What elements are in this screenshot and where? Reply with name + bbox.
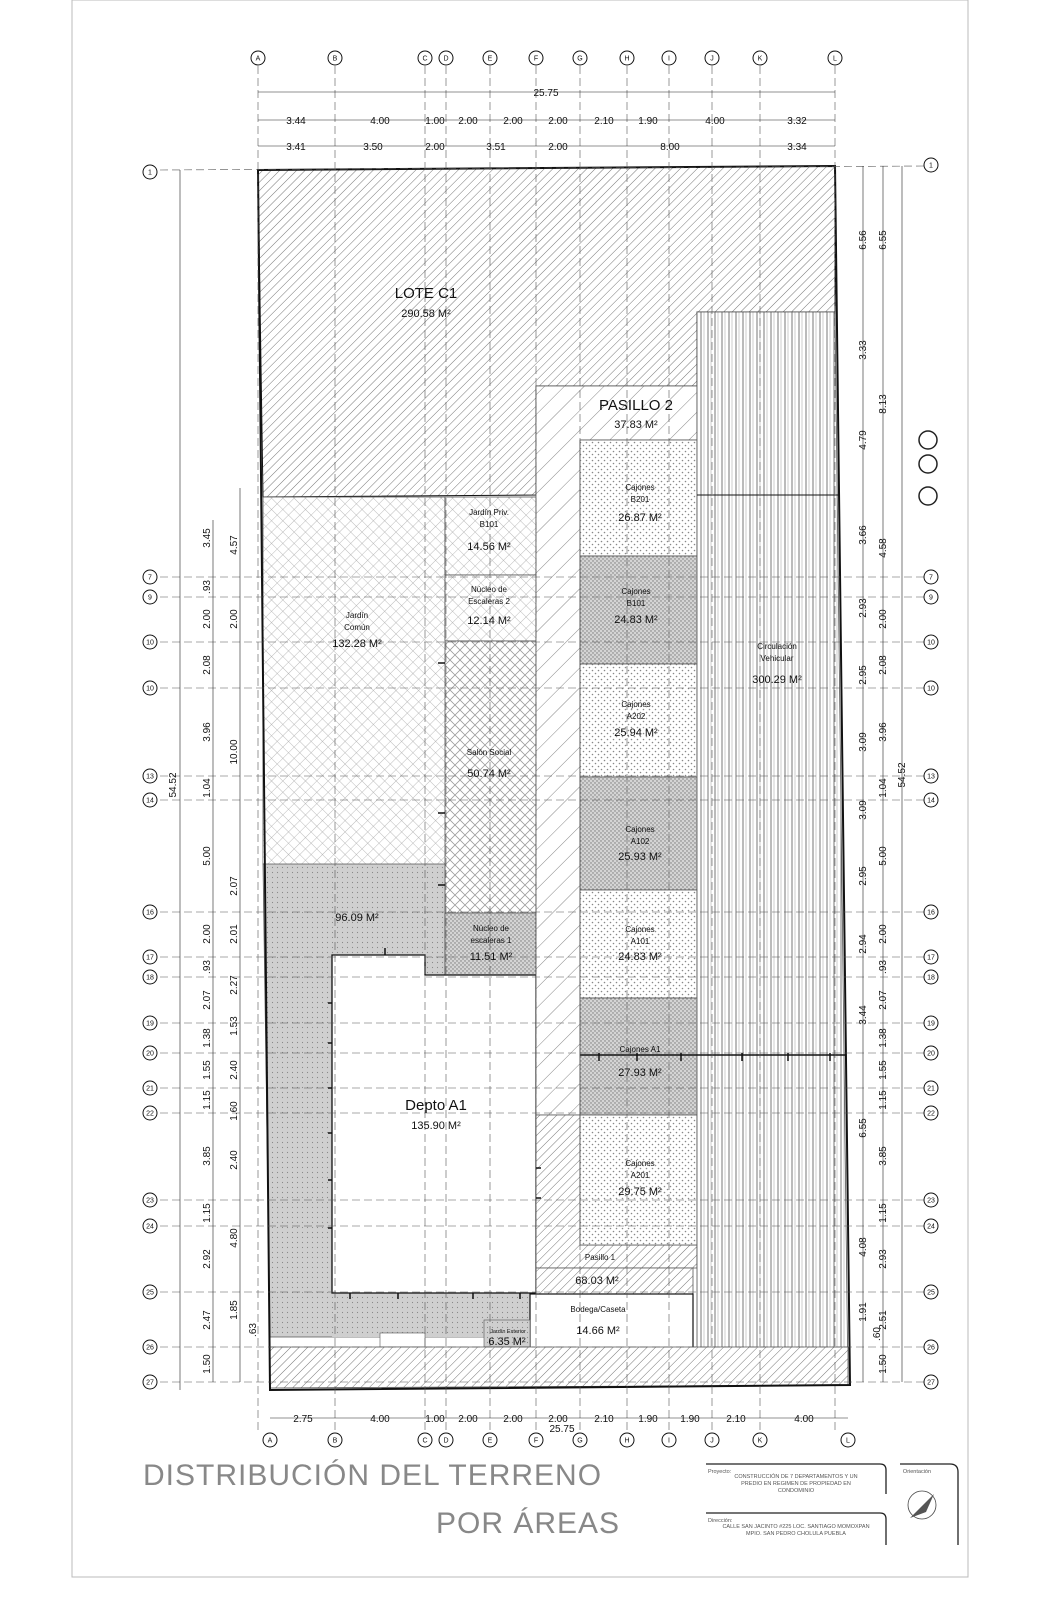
grid-bubble-right-10b bbox=[924, 681, 938, 695]
svg-text:27: 27 bbox=[146, 1379, 154, 1387]
dim-ra-9: 2.94 bbox=[858, 934, 869, 954]
svg-text:J: J bbox=[710, 1437, 714, 1445]
grid-bubble-left-24 bbox=[143, 1219, 157, 1233]
dim-top-total: 25.75 bbox=[533, 88, 559, 99]
orientacion-label: Orientación bbox=[902, 1469, 932, 1475]
label-cajones-a1: Cajones A1 bbox=[619, 1045, 661, 1054]
grid-bubble-top-a bbox=[251, 51, 265, 65]
dim-ra-1: 3.33 bbox=[858, 340, 869, 360]
svg-text:16: 16 bbox=[146, 909, 154, 917]
label-jardin-comun-1: Jardín bbox=[345, 611, 369, 620]
grid-bubble-left-19 bbox=[143, 1016, 157, 1030]
grid-bubble-left-14 bbox=[143, 793, 157, 807]
svg-text:24: 24 bbox=[146, 1223, 154, 1231]
grid-bubble-right-20 bbox=[924, 1046, 938, 1060]
bottom-dimensions bbox=[293, 1414, 814, 1435]
grid-bubble-right-9 bbox=[924, 590, 938, 604]
dim-right-total: 54.52 bbox=[897, 762, 908, 788]
svg-text:10: 10 bbox=[146, 685, 154, 693]
area-pasillo-2-value: 37.83 M² bbox=[614, 419, 658, 431]
label-lote-c1: LOTE C1 bbox=[394, 285, 458, 302]
grid-bubble-right-16 bbox=[924, 905, 938, 919]
grid-bubble-bot-d bbox=[439, 1433, 453, 1447]
svg-text:21: 21 bbox=[146, 1085, 154, 1093]
svg-text:E: E bbox=[487, 1437, 493, 1445]
svg-text:16: 16 bbox=[927, 909, 935, 917]
dim-lb-2: 10.00 bbox=[229, 739, 240, 765]
dim-rb-15: 1.15 bbox=[878, 1203, 889, 1223]
grid-bubble-left-7 bbox=[143, 570, 157, 584]
label-jardin-comun-2: Común bbox=[344, 623, 370, 632]
grid-bubble-bot-g bbox=[573, 1433, 587, 1447]
label-cajones-a201-2: A201 bbox=[630, 1171, 650, 1180]
label-cajones-a202-1: Cajones bbox=[621, 700, 651, 709]
dim-top1-4: 2.00 bbox=[503, 116, 523, 127]
dim-top2-4: 2.00 bbox=[548, 142, 568, 153]
area-jardin-comun-value: 132.28 M² bbox=[332, 638, 382, 650]
svg-text:G: G bbox=[577, 55, 583, 63]
dim-bot-6: 2.10 bbox=[594, 1414, 614, 1425]
svg-text:A: A bbox=[255, 55, 261, 63]
grid-bubbles-bottom bbox=[263, 1433, 855, 1447]
dim-ra-5: 2.95 bbox=[858, 665, 869, 685]
svg-text:F: F bbox=[533, 1437, 539, 1445]
grid-bubble-right-14 bbox=[924, 793, 938, 807]
drawing-title-line-2: POR ÁREAS bbox=[436, 1507, 621, 1540]
grid-bubble-right-17 bbox=[924, 950, 938, 964]
dim-bot-total: 25.75 bbox=[549, 1424, 575, 1435]
dim-lb-4: 2.01 bbox=[229, 924, 240, 944]
grid-bubble-top-g bbox=[573, 51, 587, 65]
dim-bot-1: 4.00 bbox=[370, 1414, 390, 1425]
grid-bubble-left-10a bbox=[143, 635, 157, 649]
dim-rb-18: 1.50 bbox=[878, 1354, 889, 1374]
grid-bubble-top-f bbox=[529, 51, 543, 65]
dim-rb-13: 1.15 bbox=[878, 1090, 889, 1110]
svg-text:D: D bbox=[443, 1437, 449, 1445]
area-cajones-a201[interactable] bbox=[580, 1115, 697, 1245]
dim-top2-3: 3.51 bbox=[486, 142, 506, 153]
svg-text:J: J bbox=[710, 55, 714, 63]
label-depto-a1: Depto A1 bbox=[405, 1097, 467, 1114]
svg-text:10: 10 bbox=[146, 639, 154, 647]
svg-text:E: E bbox=[487, 55, 493, 63]
dim-la-16: 2.47 bbox=[202, 1310, 213, 1330]
proyecto-text-1: CONSTRUCCIÓN DE 7 DEPARTAMENTOS Y UN bbox=[734, 1474, 858, 1480]
grid-bubble-top-c bbox=[418, 51, 432, 65]
dim-la-0: 3.45 bbox=[202, 528, 213, 548]
dim-rb-3: 2.00 bbox=[878, 609, 889, 629]
grid-bubble-top-h bbox=[620, 51, 634, 65]
title-block bbox=[706, 1464, 958, 1545]
dim-rb-4: 2.08 bbox=[878, 655, 889, 675]
dim-rb-17: 2.51 bbox=[878, 1310, 889, 1330]
dim-rb-2: 4.58 bbox=[878, 538, 889, 558]
dim-rb-0: 6.55 bbox=[878, 230, 889, 250]
label-cajones-b201-2: B201 bbox=[630, 495, 650, 504]
dim-rb-7: 5.00 bbox=[878, 846, 889, 866]
direccion-text-2: MPIO. SAN PEDRO CHOLULA PUEBLA bbox=[746, 1531, 846, 1537]
grid-bubble-bot-i bbox=[662, 1433, 676, 1447]
label-nucleo-2-1: Núcleo de bbox=[470, 585, 508, 594]
svg-text:19: 19 bbox=[146, 1020, 154, 1028]
svg-text:C: C bbox=[422, 1437, 428, 1445]
dim-rb-6: 1.04 bbox=[878, 778, 889, 798]
svg-text:I: I bbox=[668, 1437, 670, 1445]
dim-top1-3: 2.00 bbox=[458, 116, 478, 127]
dim-ra-14: .60 bbox=[872, 1327, 883, 1341]
dim-ra-13: 1.91 bbox=[858, 1302, 869, 1322]
dim-la-8: .93 bbox=[202, 960, 213, 974]
label-jardin-priv-b101-2: B101 bbox=[479, 520, 499, 529]
label-circulacion-2: Vehicular bbox=[760, 654, 794, 663]
svg-text:9: 9 bbox=[148, 594, 152, 602]
grid-bubble-bot-f bbox=[529, 1433, 543, 1447]
svg-text:1: 1 bbox=[148, 169, 152, 177]
grid-bubble-left-10b bbox=[143, 681, 157, 695]
area-cajones-b201-value: 26.87 M² bbox=[618, 512, 662, 524]
grid-bubble-right-13 bbox=[924, 769, 938, 783]
proyecto-text-3: CONDOMINIO bbox=[777, 1488, 815, 1494]
area-circulacion-value: 300.29 M² bbox=[752, 674, 802, 686]
grid-bubble-right-19 bbox=[924, 1016, 938, 1030]
svg-text:26: 26 bbox=[927, 1344, 935, 1352]
label-cajones-a201-1: Cajones bbox=[625, 1159, 655, 1168]
dim-top2-5: 8.00 bbox=[660, 142, 680, 153]
dim-rb-12: 1.55 bbox=[878, 1060, 889, 1080]
svg-text:G: G bbox=[577, 1437, 583, 1445]
area-depto-a1-value: 135.90 M² bbox=[411, 1120, 461, 1132]
svg-text:H: H bbox=[624, 1437, 630, 1445]
svg-text:C: C bbox=[422, 55, 428, 63]
grid-bubble-bot-c bbox=[418, 1433, 432, 1447]
dim-la-17: 1.50 bbox=[202, 1354, 213, 1374]
grid-bubble-left-1 bbox=[143, 165, 157, 179]
dim-la-12: 1.15 bbox=[202, 1090, 213, 1110]
svg-text:L: L bbox=[833, 55, 837, 63]
dim-top1-7: 1.90 bbox=[638, 116, 658, 127]
label-nucleo-1-1: Núcleo de bbox=[472, 924, 510, 933]
dim-ra-6: 3.09 bbox=[858, 732, 869, 752]
dim-bot-7: 1.90 bbox=[638, 1414, 658, 1425]
label-cajones-a102-1: Cajones bbox=[625, 825, 655, 834]
area-cajones-a1-value: 27.93 M² bbox=[618, 1067, 662, 1079]
dim-rb-11: 1.38 bbox=[878, 1028, 889, 1048]
area-cajones-b101[interactable] bbox=[580, 556, 697, 664]
dim-rb-9: .93 bbox=[878, 960, 889, 974]
label-bodega: Bodega/Caseta bbox=[570, 1305, 626, 1314]
area-pasillo-1-value: 68.03 M² bbox=[575, 1275, 619, 1287]
area-circulacion-vehicular[interactable] bbox=[697, 312, 848, 1385]
dim-lb-3: 2.07 bbox=[229, 876, 240, 896]
svg-text:9: 9 bbox=[929, 594, 933, 602]
dim-top2-0: 3.41 bbox=[286, 142, 306, 153]
svg-text:7: 7 bbox=[148, 574, 152, 582]
grid-bubble-right-7 bbox=[924, 570, 938, 584]
dim-lb-8: 1.60 bbox=[229, 1101, 240, 1121]
svg-text:B: B bbox=[332, 55, 338, 63]
grid-bubble-left-23 bbox=[143, 1193, 157, 1207]
dim-lb-5: 2.27 bbox=[229, 975, 240, 995]
grid-bubble-left-25 bbox=[143, 1285, 157, 1299]
dim-bot-3: 2.00 bbox=[458, 1414, 478, 1425]
dim-top2-2: 2.00 bbox=[425, 142, 445, 153]
area-cajones-a201-value: 29.75 M² bbox=[618, 1186, 662, 1198]
svg-text:20: 20 bbox=[927, 1050, 935, 1058]
dim-bot-10: 4.00 bbox=[794, 1414, 814, 1425]
area-cajones-b101-value: 24.83 M² bbox=[614, 614, 658, 626]
dim-bot-2: 1.00 bbox=[425, 1414, 445, 1425]
dim-lb-11: 1.85 bbox=[229, 1300, 240, 1320]
area-nucleo-2-value: 12.14 M² bbox=[467, 615, 511, 627]
grid-bubble-bot-e bbox=[483, 1433, 497, 1447]
grid-bubble-top-b bbox=[328, 51, 342, 65]
drawing-title-line-1: DISTRIBUCIÓN DEL TERRENO bbox=[143, 1459, 603, 1492]
label-pasillo-2: PASILLO 2 bbox=[599, 397, 673, 414]
svg-text:I: I bbox=[668, 55, 670, 63]
svg-text:14: 14 bbox=[927, 797, 935, 805]
dim-bot-0: 2.75 bbox=[293, 1414, 313, 1425]
grid-bubble-left-27 bbox=[143, 1375, 157, 1389]
svg-text:13: 13 bbox=[146, 773, 154, 781]
label-jardin-exterior: Jardín Exterior bbox=[490, 1329, 526, 1335]
label-jardin-priv-b101-1: Jardín Priv. bbox=[469, 508, 509, 517]
grid-bubble-top-e bbox=[483, 51, 497, 65]
grid-bubble-bot-l bbox=[841, 1433, 855, 1447]
svg-text:19: 19 bbox=[927, 1020, 935, 1028]
area-jardin-exterior-value: 6.35 M² bbox=[488, 1336, 526, 1348]
svg-text:18: 18 bbox=[146, 974, 154, 982]
grid-bubble-right-27 bbox=[924, 1375, 938, 1389]
top-dimensions bbox=[286, 88, 807, 153]
area-salon-social-value: 50.74 M² bbox=[467, 768, 511, 780]
grid-bubble-right-23 bbox=[924, 1193, 938, 1207]
svg-text:14: 14 bbox=[146, 797, 154, 805]
svg-text:26: 26 bbox=[146, 1344, 154, 1352]
grid-bubble-left-22 bbox=[143, 1106, 157, 1120]
dim-ra-10: 3.44 bbox=[858, 1005, 869, 1025]
grid-bubble-left-21 bbox=[143, 1081, 157, 1095]
dim-la-13: 3.85 bbox=[202, 1146, 213, 1166]
dim-la-2: 2.00 bbox=[202, 609, 213, 629]
direccion-text-1: CALLE SAN JACINTO #225 LOC. SANTIAGO MOMOXPAN bbox=[722, 1524, 870, 1530]
direccion-label: Dirección: bbox=[708, 1518, 733, 1524]
dim-bot-4: 2.00 bbox=[503, 1414, 523, 1425]
dim-la-4: 3.96 bbox=[202, 722, 213, 742]
svg-text:20: 20 bbox=[146, 1050, 154, 1058]
grid-bubble-left-26 bbox=[143, 1340, 157, 1354]
svg-text:L: L bbox=[846, 1437, 850, 1445]
svg-text:B: B bbox=[332, 1437, 338, 1445]
dim-left-total: 54.52 bbox=[168, 772, 179, 798]
dim-la-9: 2.07 bbox=[202, 990, 213, 1010]
label-pasillo-1: Pasillo 1 bbox=[584, 1253, 616, 1262]
dim-ra-0: 6.56 bbox=[858, 230, 869, 250]
label-cajones-a102-2: A102 bbox=[630, 837, 650, 846]
svg-text:A: A bbox=[267, 1437, 273, 1445]
grid-bubble-top-i bbox=[662, 51, 676, 65]
svg-text:K: K bbox=[757, 1437, 763, 1445]
dim-top1-1: 4.00 bbox=[370, 116, 390, 127]
dim-top1-5: 2.00 bbox=[548, 116, 568, 127]
dim-top1-6: 2.10 bbox=[594, 116, 614, 127]
grid-bubble-top-d bbox=[439, 51, 453, 65]
label-cajones-a202-2: A202 bbox=[626, 712, 646, 721]
grid-bubbles-top bbox=[251, 51, 842, 65]
dim-top1-2: 1.00 bbox=[425, 116, 445, 127]
dim-lb-12: .63 bbox=[248, 1323, 259, 1337]
dim-lb-10: 4.80 bbox=[229, 1228, 240, 1248]
dim-rb-16: 2.93 bbox=[878, 1249, 889, 1269]
dim-la-3: 2.08 bbox=[202, 655, 213, 675]
dim-ra-2: 4.79 bbox=[858, 430, 869, 450]
dim-rb-5: 3.96 bbox=[878, 722, 889, 742]
svg-text:10: 10 bbox=[927, 685, 935, 693]
dim-ra-7: 3.09 bbox=[858, 800, 869, 820]
area-cajones-a202-value: 25.94 M² bbox=[614, 727, 658, 739]
grid-bubble-right-24 bbox=[924, 1219, 938, 1233]
north-arrow-icon bbox=[908, 1491, 936, 1519]
grid-bubble-left-17 bbox=[143, 950, 157, 964]
grid-bubbles-right bbox=[924, 158, 938, 1389]
dim-la-11: 1.55 bbox=[202, 1060, 213, 1080]
svg-text:F: F bbox=[533, 55, 539, 63]
label-nucleo-2-2: Escaleras 2 bbox=[468, 597, 510, 606]
label-cajones-a101-1: Cajones bbox=[625, 925, 655, 934]
grid-bubble-right-21 bbox=[924, 1081, 938, 1095]
grid-bubble-bot-k bbox=[753, 1433, 767, 1447]
dim-rb-10: 2.07 bbox=[878, 990, 889, 1010]
dim-top1-9: 3.32 bbox=[787, 116, 807, 127]
svg-text:10: 10 bbox=[927, 639, 935, 647]
svg-text:25: 25 bbox=[146, 1289, 154, 1297]
grid-bubble-right-18 bbox=[924, 970, 938, 984]
label-cajones-a101-2: A101 bbox=[630, 937, 650, 946]
grid-bubble-right-25 bbox=[924, 1285, 938, 1299]
svg-text:21: 21 bbox=[927, 1085, 935, 1093]
svg-text:22: 22 bbox=[146, 1110, 154, 1118]
svg-text:7: 7 bbox=[929, 574, 933, 582]
areas-layer bbox=[258, 166, 850, 1390]
area-cajones-a101-value: 24.83 M² bbox=[618, 951, 662, 963]
proyecto-text-2: PREDIO EN REGIMEN DE PROPIEDAD EN bbox=[741, 1481, 851, 1487]
grid-bubble-top-k bbox=[753, 51, 767, 65]
dim-ra-12: 4.08 bbox=[858, 1237, 869, 1257]
svg-text:17: 17 bbox=[146, 954, 154, 962]
grid-bubble-right-22 bbox=[924, 1106, 938, 1120]
grid-bubble-left-13 bbox=[143, 769, 157, 783]
grid-bubble-left-9 bbox=[143, 590, 157, 604]
svg-text:27: 27 bbox=[927, 1379, 935, 1387]
svg-text:H: H bbox=[624, 55, 630, 63]
svg-text:22: 22 bbox=[927, 1110, 935, 1118]
decorative-circles bbox=[919, 431, 937, 505]
dim-top1-0: 3.44 bbox=[286, 116, 306, 127]
left-dimensions bbox=[168, 528, 259, 1374]
dim-la-10: 1.38 bbox=[202, 1028, 213, 1048]
dim-la-7: 2.00 bbox=[202, 924, 213, 944]
dim-ra-4: 2.93 bbox=[858, 598, 869, 618]
dim-top1-8: 4.00 bbox=[705, 116, 725, 127]
grid-bubble-right-10a bbox=[924, 635, 938, 649]
grid-bubble-bot-b bbox=[328, 1433, 342, 1447]
svg-text:13: 13 bbox=[927, 773, 935, 781]
grid-bubble-bot-j bbox=[705, 1433, 719, 1447]
label-salon-social: Salón Social bbox=[466, 748, 512, 757]
dim-la-14: 1.15 bbox=[202, 1203, 213, 1223]
dim-bot-9: 2.10 bbox=[726, 1414, 746, 1425]
svg-text:24: 24 bbox=[927, 1223, 935, 1231]
dim-lb-1: 2.00 bbox=[229, 609, 240, 629]
area-cajones-a102-value: 25.93 M² bbox=[618, 851, 662, 863]
notch-white-1 bbox=[380, 1333, 425, 1347]
grid-bubbles-left bbox=[143, 165, 157, 1389]
grid-bubble-top-l bbox=[828, 51, 842, 65]
label-circulacion-1: Circulación bbox=[757, 642, 797, 651]
proyecto-label: Proyecto: bbox=[708, 1469, 732, 1475]
svg-text:K: K bbox=[757, 55, 763, 63]
svg-text:23: 23 bbox=[146, 1197, 154, 1205]
dim-ra-11: 6.55 bbox=[858, 1118, 869, 1138]
area-bodega-value: 14.66 M² bbox=[576, 1325, 620, 1337]
dim-ra-3: 3.66 bbox=[858, 525, 869, 545]
dim-rb-8: 2.00 bbox=[878, 924, 889, 944]
grid-bubble-right-1 bbox=[924, 158, 938, 172]
area-lote-c1-value: 290.58 M² bbox=[401, 308, 451, 320]
dim-ra-8: 2.95 bbox=[858, 866, 869, 886]
area-jardin-priv-b101-value: 14.56 M² bbox=[467, 541, 511, 553]
dim-la-15: 2.92 bbox=[202, 1249, 213, 1269]
label-cajones-b101-1: Cajones bbox=[621, 587, 651, 596]
dim-la-5: 1.04 bbox=[202, 778, 213, 798]
dim-bot-8: 1.90 bbox=[680, 1414, 700, 1425]
dim-rb-14: 3.85 bbox=[878, 1146, 889, 1166]
dim-la-1: .93 bbox=[202, 580, 213, 594]
svg-text:1: 1 bbox=[929, 162, 933, 170]
dim-rb-1: 8.13 bbox=[878, 394, 889, 414]
dim-top2-1: 3.50 bbox=[363, 142, 383, 153]
dim-lb-9: 2.40 bbox=[229, 1150, 240, 1170]
grid-bubble-left-16 bbox=[143, 905, 157, 919]
grid-bubble-bot-h bbox=[620, 1433, 634, 1447]
svg-text:17: 17 bbox=[927, 954, 935, 962]
area-jardin-privado-a1-value: 96.09 M² bbox=[335, 912, 379, 924]
label-nucleo-1-2: escaleras 1 bbox=[470, 936, 512, 945]
grid-bubble-left-20 bbox=[143, 1046, 157, 1060]
svg-text:18: 18 bbox=[927, 974, 935, 982]
area-nucleo-1-value: 11.51 M² bbox=[469, 951, 513, 963]
label-cajones-b201-1: Cajones bbox=[625, 483, 655, 492]
grid-bubble-right-26 bbox=[924, 1340, 938, 1354]
dim-lb-6: 1.53 bbox=[229, 1016, 240, 1036]
svg-text:25: 25 bbox=[927, 1289, 935, 1297]
grid-bubble-bot-a bbox=[263, 1433, 277, 1447]
area-jardin-comun-lower bbox=[263, 640, 445, 864]
dim-top2-6: 3.34 bbox=[787, 142, 807, 153]
grid-bubble-top-j bbox=[705, 51, 719, 65]
dim-la-6: 5.00 bbox=[202, 846, 213, 866]
label-cajones-b101-2: B101 bbox=[626, 599, 646, 608]
grid-bubble-left-18 bbox=[143, 970, 157, 984]
dim-bot-5: 2.00 bbox=[548, 1414, 568, 1425]
svg-text:23: 23 bbox=[927, 1197, 935, 1205]
dim-lb-7: 2.40 bbox=[229, 1060, 240, 1080]
dim-lb-0: 4.57 bbox=[229, 535, 240, 555]
svg-text:D: D bbox=[443, 55, 449, 63]
area-cajones-a1[interactable] bbox=[580, 998, 697, 1115]
